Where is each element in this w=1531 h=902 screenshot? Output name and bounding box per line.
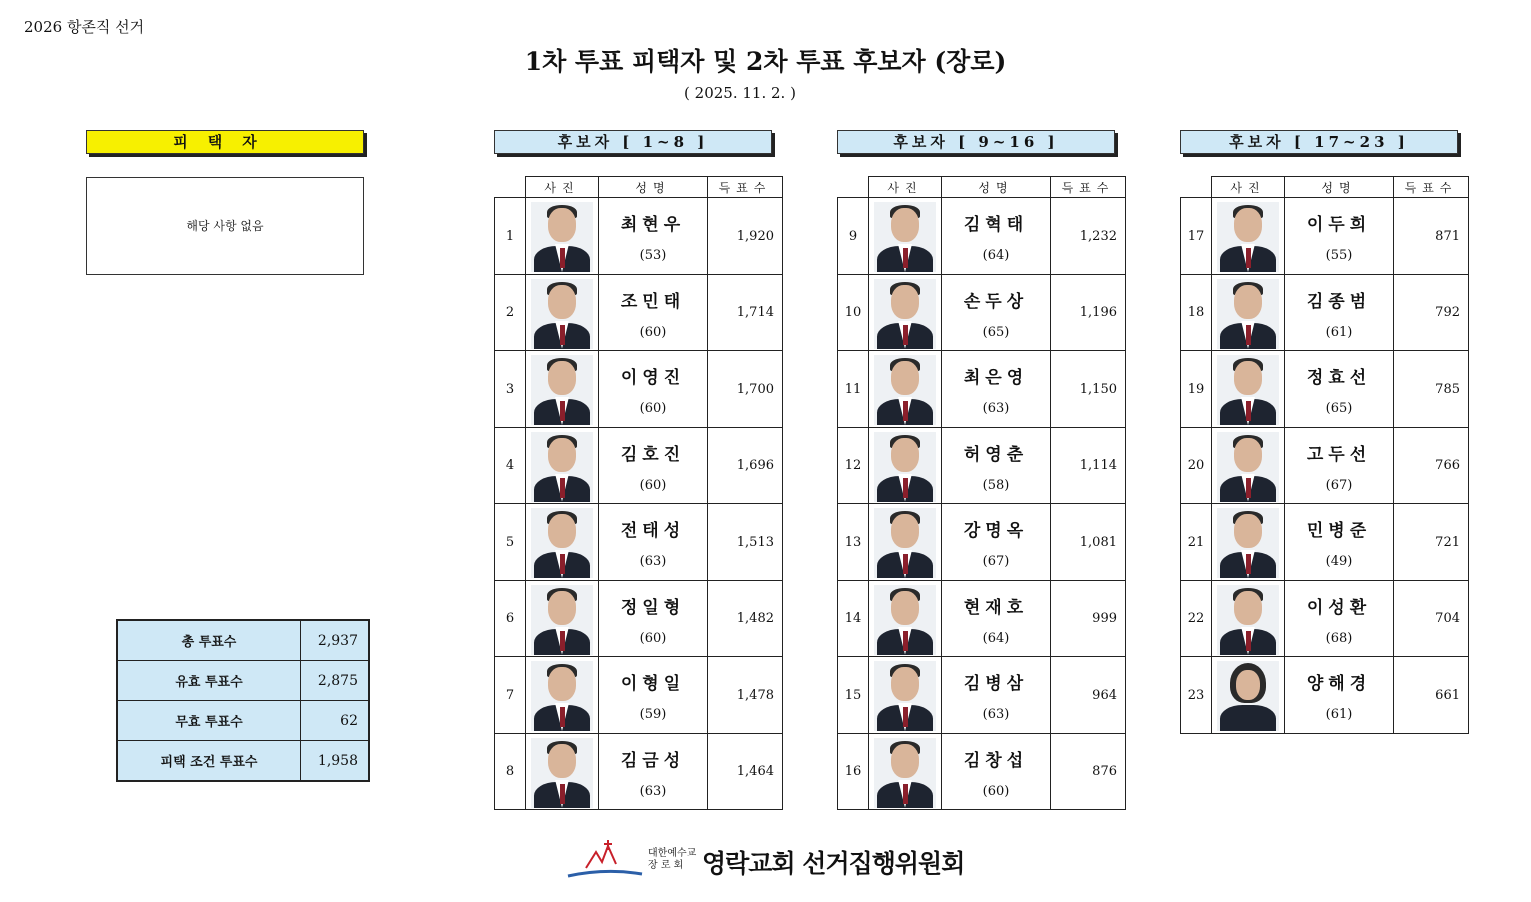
org-small-text: [648, 848, 696, 872]
candidate-number: 4: [495, 428, 526, 504]
table-row: [1181, 504, 1469, 581]
candidate-votes: 871: [1394, 198, 1469, 275]
elected-content: 해당 사항 없음: [86, 177, 364, 275]
table-row: [1181, 428, 1469, 504]
candidate-votes: 1,232: [1051, 198, 1126, 275]
candidate-age: (61): [1325, 707, 1353, 722]
candidate-name: 강명옥: [963, 521, 1029, 541]
candidate-name-cell: [1285, 657, 1394, 734]
candidate-number: 10: [838, 275, 869, 351]
candidate-votes: 1,114: [1051, 428, 1126, 504]
candidate-name-cell: [1285, 428, 1394, 504]
candidate-name-cell: [1285, 581, 1394, 657]
candidate-number: 1: [495, 198, 526, 275]
candidate-photo: [531, 432, 593, 502]
candidate-votes: 1,081: [1051, 504, 1126, 581]
candidate-name-cell: [942, 734, 1051, 810]
candidate-votes: 792: [1394, 275, 1469, 351]
table-row: [838, 581, 1126, 657]
candidate-name: 김종범: [1306, 292, 1372, 312]
candidate-name: 김호진: [620, 445, 686, 465]
candidate-name: 김혁태: [963, 215, 1029, 235]
candidate-age: (63): [982, 401, 1010, 416]
column-header: 득표수: [708, 177, 783, 198]
candidate-name: 정효선: [1306, 368, 1372, 388]
candidate-name-cell: [599, 351, 708, 428]
candidate-number: 5: [495, 504, 526, 581]
candidate-age: (63): [982, 707, 1010, 722]
stat-row-total: [117, 620, 369, 661]
candidate-number: 21: [1181, 504, 1212, 581]
candidate-name-cell: [942, 351, 1051, 428]
candidate-name-cell: [942, 275, 1051, 351]
candidate-photo: [531, 661, 593, 731]
candidate-number: 19: [1181, 351, 1212, 428]
candidate-name: 허영춘: [963, 445, 1029, 465]
table-row: [838, 657, 1126, 734]
candidate-votes: 1,150: [1051, 351, 1126, 428]
candidate-votes: 999: [1051, 581, 1126, 657]
vote-stats-table: [116, 619, 370, 782]
stat-row-invalid: [117, 701, 369, 741]
candidate-number: 15: [838, 657, 869, 734]
candidate-votes: 721: [1394, 504, 1469, 581]
candidate-number: 16: [838, 734, 869, 810]
candidate-photo: [874, 279, 936, 349]
table-row: [838, 275, 1126, 351]
table-header-row: [1181, 177, 1469, 198]
stat-label: 유효 투표수: [117, 661, 301, 701]
candidate-number: 8: [495, 734, 526, 810]
candidate-photo: [874, 355, 936, 425]
candidate-number: 3: [495, 351, 526, 428]
candidate-age: (63): [639, 554, 667, 569]
candidate-table-1: [494, 176, 783, 810]
candidate-photo: [531, 279, 593, 349]
table-row: [1181, 198, 1469, 275]
candidate-number: 20: [1181, 428, 1212, 504]
candidate-photo: [874, 432, 936, 502]
candidate-name: 현재호: [963, 598, 1029, 618]
candidate-name: 민병준: [1306, 521, 1372, 541]
candidate-name-cell: [599, 198, 708, 275]
candidate-votes: 1,696: [708, 428, 783, 504]
candidate-name-cell: [942, 581, 1051, 657]
page-date: ( 2025. 11. 2. ): [684, 84, 796, 102]
table-header-row: [495, 177, 783, 198]
table-row: [495, 657, 783, 734]
stat-label: 피택 조건 투표수: [117, 741, 301, 782]
candidate-age: (67): [982, 554, 1010, 569]
candidate-photo: [531, 355, 593, 425]
stat-value: 1,958: [301, 741, 370, 782]
candidate-age: (60): [639, 325, 667, 340]
candidate-number: 17: [1181, 198, 1212, 275]
candidate-photo: [1217, 355, 1279, 425]
stat-label: 총 투표수: [117, 620, 301, 661]
candidate-name: 조민태: [620, 292, 686, 312]
candidate-name: 이성환: [1306, 598, 1372, 618]
candidate-table-2: [837, 176, 1126, 810]
candidate-photo: [1217, 585, 1279, 655]
table-row: [495, 581, 783, 657]
table-row: [495, 734, 783, 810]
candidate-name-cell: [1285, 504, 1394, 581]
blank-header-cell: [495, 177, 526, 198]
candidate-photo: [1217, 279, 1279, 349]
candidate-photo: [1217, 202, 1279, 272]
org-small-line1: 대한예수교: [648, 848, 697, 859]
candidate-age: (63): [639, 784, 667, 799]
footer-logo: [566, 838, 986, 884]
candidate-votes: 1,478: [708, 657, 783, 734]
blank-header-cell: [838, 177, 869, 198]
table-row: [838, 734, 1126, 810]
candidate-photo: [874, 585, 936, 655]
top-label: 2026 항존직 선거: [24, 18, 145, 36]
candidate-photo: [1217, 508, 1279, 578]
column-header: 성명: [942, 177, 1051, 198]
stat-value: 2,937: [301, 620, 370, 661]
blank-header-cell: [1181, 177, 1212, 198]
candidate-name-cell: [942, 198, 1051, 275]
stat-row-valid: [117, 661, 369, 701]
page-title: 1차 투표 피택자 및 2차 투표 후보자 (장로): [524, 47, 1007, 76]
candidate-age: (53): [639, 248, 667, 263]
candidate-name-cell: [1285, 198, 1394, 275]
candidate-name-cell: [942, 428, 1051, 504]
candidate-photo: [1217, 432, 1279, 502]
table-row: [1181, 657, 1469, 734]
candidate-number: 14: [838, 581, 869, 657]
candidate-number: 13: [838, 504, 869, 581]
column-header: 성명: [1285, 177, 1394, 198]
candidate-photo: [874, 661, 936, 731]
candidate-photo: [874, 738, 936, 808]
elected-header: 피택자: [86, 130, 364, 154]
candidate-age: (58): [982, 478, 1010, 493]
column-header: 사진: [869, 177, 942, 198]
candidate-number: 11: [838, 351, 869, 428]
candidate-age: (60): [639, 401, 667, 416]
table-row: [495, 198, 783, 275]
candidate-age: (64): [982, 631, 1010, 646]
stat-label: 무효 투표수: [117, 701, 301, 741]
candidate-name: 김창섭: [963, 751, 1029, 771]
candidate-name-cell: [599, 275, 708, 351]
candidate-table-3: [1180, 176, 1469, 734]
candidate-name: 최은영: [963, 368, 1029, 388]
candidate-age: (55): [1325, 248, 1353, 263]
column-header: 득표수: [1394, 177, 1469, 198]
candidate-number: 22: [1181, 581, 1212, 657]
candidate-name-cell: [1285, 351, 1394, 428]
candidate-age: (68): [1325, 631, 1353, 646]
candidate-name-cell: [1285, 275, 1394, 351]
candidate-age: (65): [1325, 401, 1353, 416]
table-row: [1181, 581, 1469, 657]
candidate-photo: [531, 508, 593, 578]
candidate-name: 전태성: [620, 521, 686, 541]
table-row: [838, 198, 1126, 275]
group-header-1: 후보자 [ 1~8 ]: [494, 130, 772, 154]
table-row: [838, 504, 1126, 581]
candidate-votes: 661: [1394, 657, 1469, 734]
table-row: [495, 504, 783, 581]
candidate-photo: [874, 202, 936, 272]
candidate-name-cell: [599, 657, 708, 734]
column-header: 사진: [526, 177, 599, 198]
stat-row-threshold: [117, 741, 369, 782]
candidate-votes: 1,196: [1051, 275, 1126, 351]
candidate-votes: 704: [1394, 581, 1469, 657]
candidate-votes: 1,920: [708, 198, 783, 275]
table-row: [495, 351, 783, 428]
table-header-row: [838, 177, 1126, 198]
candidate-name: 김금성: [620, 751, 686, 771]
church-cross-icon: [566, 838, 644, 880]
candidate-age: (60): [982, 784, 1010, 799]
candidate-name-cell: [599, 504, 708, 581]
candidate-age: (59): [639, 707, 667, 722]
candidate-votes: 1,464: [708, 734, 783, 810]
candidate-age: (60): [639, 631, 667, 646]
candidate-photo: [1217, 661, 1279, 731]
candidate-number: 2: [495, 275, 526, 351]
candidate-name-cell: [599, 734, 708, 810]
candidate-votes: 1,714: [708, 275, 783, 351]
candidate-name-cell: [599, 428, 708, 504]
table-row: [838, 428, 1126, 504]
candidate-number: 9: [838, 198, 869, 275]
candidate-votes: 876: [1051, 734, 1126, 810]
candidate-name: 김병삼: [963, 674, 1029, 694]
column-header: 득표수: [1051, 177, 1126, 198]
candidate-photo: [531, 738, 593, 808]
candidate-name-cell: [942, 657, 1051, 734]
candidate-name-cell: [599, 581, 708, 657]
candidate-age: (61): [1325, 325, 1353, 340]
table-row: [1181, 351, 1469, 428]
org-name: 영락교회 선거집행위원회: [702, 849, 965, 878]
table-row: [495, 428, 783, 504]
candidate-photo: [874, 508, 936, 578]
candidate-age: (60): [639, 478, 667, 493]
group-header-3: 후보자 [ 17~23 ]: [1180, 130, 1458, 154]
candidate-name: 이영진: [620, 368, 686, 388]
table-row: [1181, 275, 1469, 351]
candidate-number: 23: [1181, 657, 1212, 734]
stat-value: 2,875: [301, 661, 370, 701]
candidate-votes: 766: [1394, 428, 1469, 504]
candidate-votes: 1,700: [708, 351, 783, 428]
column-header: 성명: [599, 177, 708, 198]
candidate-name: 이형일: [620, 674, 686, 694]
candidate-name: 이두희: [1306, 215, 1372, 235]
candidate-name: 최현우: [620, 215, 686, 235]
table-row: [495, 275, 783, 351]
candidate-age: (49): [1325, 554, 1353, 569]
org-small-line2: 장 로 회: [648, 860, 684, 871]
column-header: 사진: [1212, 177, 1285, 198]
candidate-votes: 1,482: [708, 581, 783, 657]
candidate-photo: [531, 202, 593, 272]
candidate-age: (65): [982, 325, 1010, 340]
candidate-number: 12: [838, 428, 869, 504]
candidate-votes: 964: [1051, 657, 1126, 734]
candidate-age: (64): [982, 248, 1010, 263]
candidate-number: 7: [495, 657, 526, 734]
candidate-age: (67): [1325, 478, 1353, 493]
candidate-votes: 1,513: [708, 504, 783, 581]
candidate-name: 정일형: [620, 598, 686, 618]
table-row: [838, 351, 1126, 428]
candidate-name: 양해경: [1306, 674, 1372, 694]
candidate-name-cell: [942, 504, 1051, 581]
candidate-votes: 785: [1394, 351, 1469, 428]
candidate-number: 18: [1181, 275, 1212, 351]
candidate-photo: [531, 585, 593, 655]
stat-value: 62: [301, 701, 370, 741]
group-header-2: 후보자 [ 9~16 ]: [837, 130, 1115, 154]
candidate-name: 고두선: [1306, 445, 1372, 465]
candidate-number: 6: [495, 581, 526, 657]
candidate-name: 손두상: [963, 292, 1029, 312]
